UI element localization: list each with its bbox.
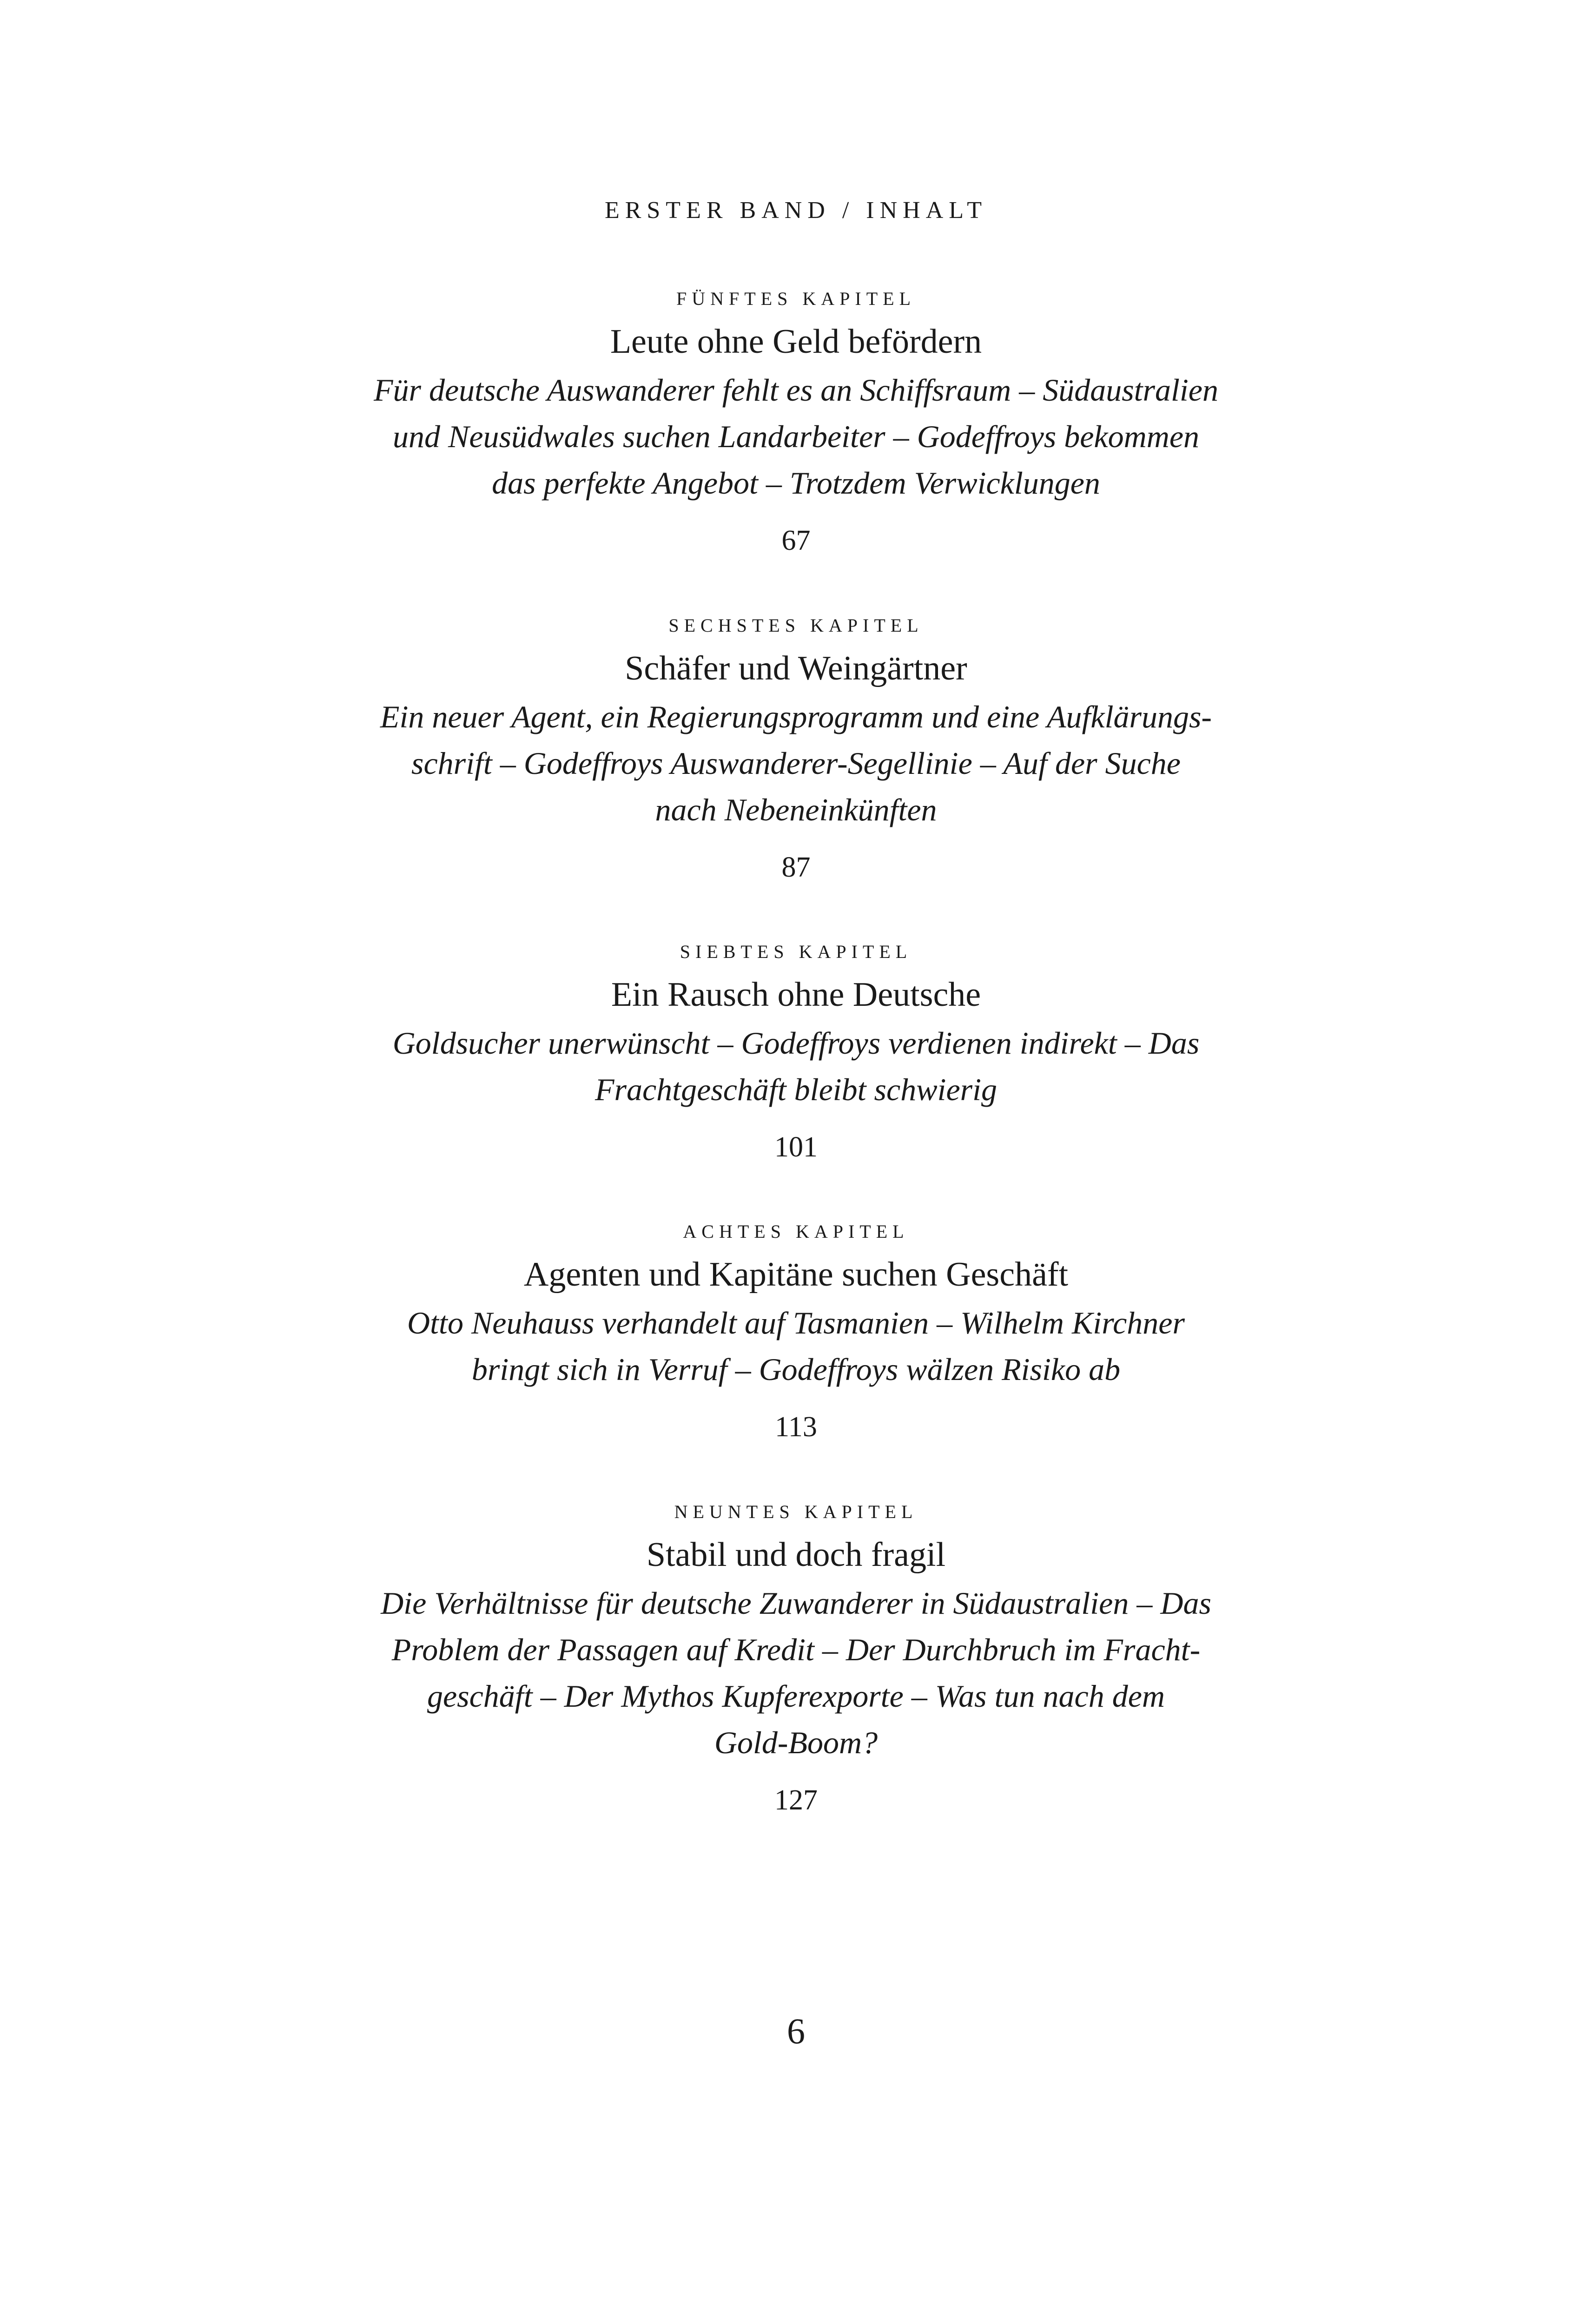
summary-line: bringt sich in Verruf – Godeffroys wälzen Risiko ab [471,1352,1121,1387]
chapter-title: Stabil und doch fragil [646,1536,946,1574]
toc-entry-chapter-8 [0,1219,1592,1446]
summary-line: Problem der Passagen auf Kredit – Der Durchbruch im Fracht- [391,1632,1201,1667]
chapter-label: ACHTES KAPITEL [683,1221,909,1242]
page-folio-number: 6 [787,2011,805,2051]
summary-line: geschäft – Der Mythos Kupferexporte – Was tun nach dem [427,1678,1165,1714]
toc-entry-chapter-9 [0,1499,1592,1819]
chapter-title: Ein Rausch ohne Deutsche [611,976,981,1014]
chapter-label: SIEBTES KAPITEL [680,941,912,962]
chapter-summary [331,1300,1261,1393]
chapter-summary [331,1580,1261,1766]
toc-entry-chapter-6 [0,613,1592,886]
summary-line: Goldsucher unerwünscht – Godeffroys verdienen indirekt – Das [392,1025,1200,1061]
summary-line: Die Verhältnisse für deutsche Zuwanderer in Südaustralien – Das [381,1585,1211,1621]
chapter-summary [331,367,1261,506]
toc-entry-chapter-7 [0,939,1592,1166]
summary-line: und Neusüdwales suchen Landarbeiter – Godeffroys bekommen [392,419,1200,454]
chapter-page-number: 101 [774,1131,818,1163]
chapter-label: NEUNTES KAPITEL [674,1501,918,1522]
chapter-label: FÜNFTES KAPITEL [676,288,916,309]
summary-line: Otto Neuhauss verhandelt auf Tasmanien – Wilhelm Kirchner [407,1305,1185,1340]
running-head: ERSTER BAND / INHALT [604,197,988,224]
chapter-summary [331,693,1261,833]
summary-line: nach Nebeneinkünften [655,792,937,827]
chapter-title: Schäfer und Weingärtner [625,649,967,687]
chapter-label: SECHSTES KAPITEL [668,615,924,636]
chapter-page-number: 87 [781,852,811,883]
summary-line: Frachtgeschäft bleibt schwierig [595,1072,997,1107]
summary-line: Für deutsche Auswanderer fehlt es an Schiffsraum – Südaustralien [374,372,1218,408]
chapter-page-number: 127 [774,1784,818,1816]
summary-line: das perfekte Angebot – Trotzdem Verwicklungen [492,465,1100,501]
summary-line: Gold-Boom? [714,1725,878,1760]
toc-entry-chapter-5 [0,286,1592,559]
chapter-title: Agenten und Kapitäne suchen Geschäft [523,1255,1069,1294]
chapter-page-number: 67 [781,525,811,556]
chapter-page-number: 113 [775,1411,817,1443]
summary-line: Ein neuer Agent, ein Regierungsprogramm und eine Aufklärungs- [380,699,1212,734]
summary-line: schrift – Godeffroys Auswanderer-Segellinie – Auf der Suche [411,746,1181,781]
chapter-summary [331,1020,1261,1113]
chapter-title: Leute ohne Geld befördern [610,323,982,361]
